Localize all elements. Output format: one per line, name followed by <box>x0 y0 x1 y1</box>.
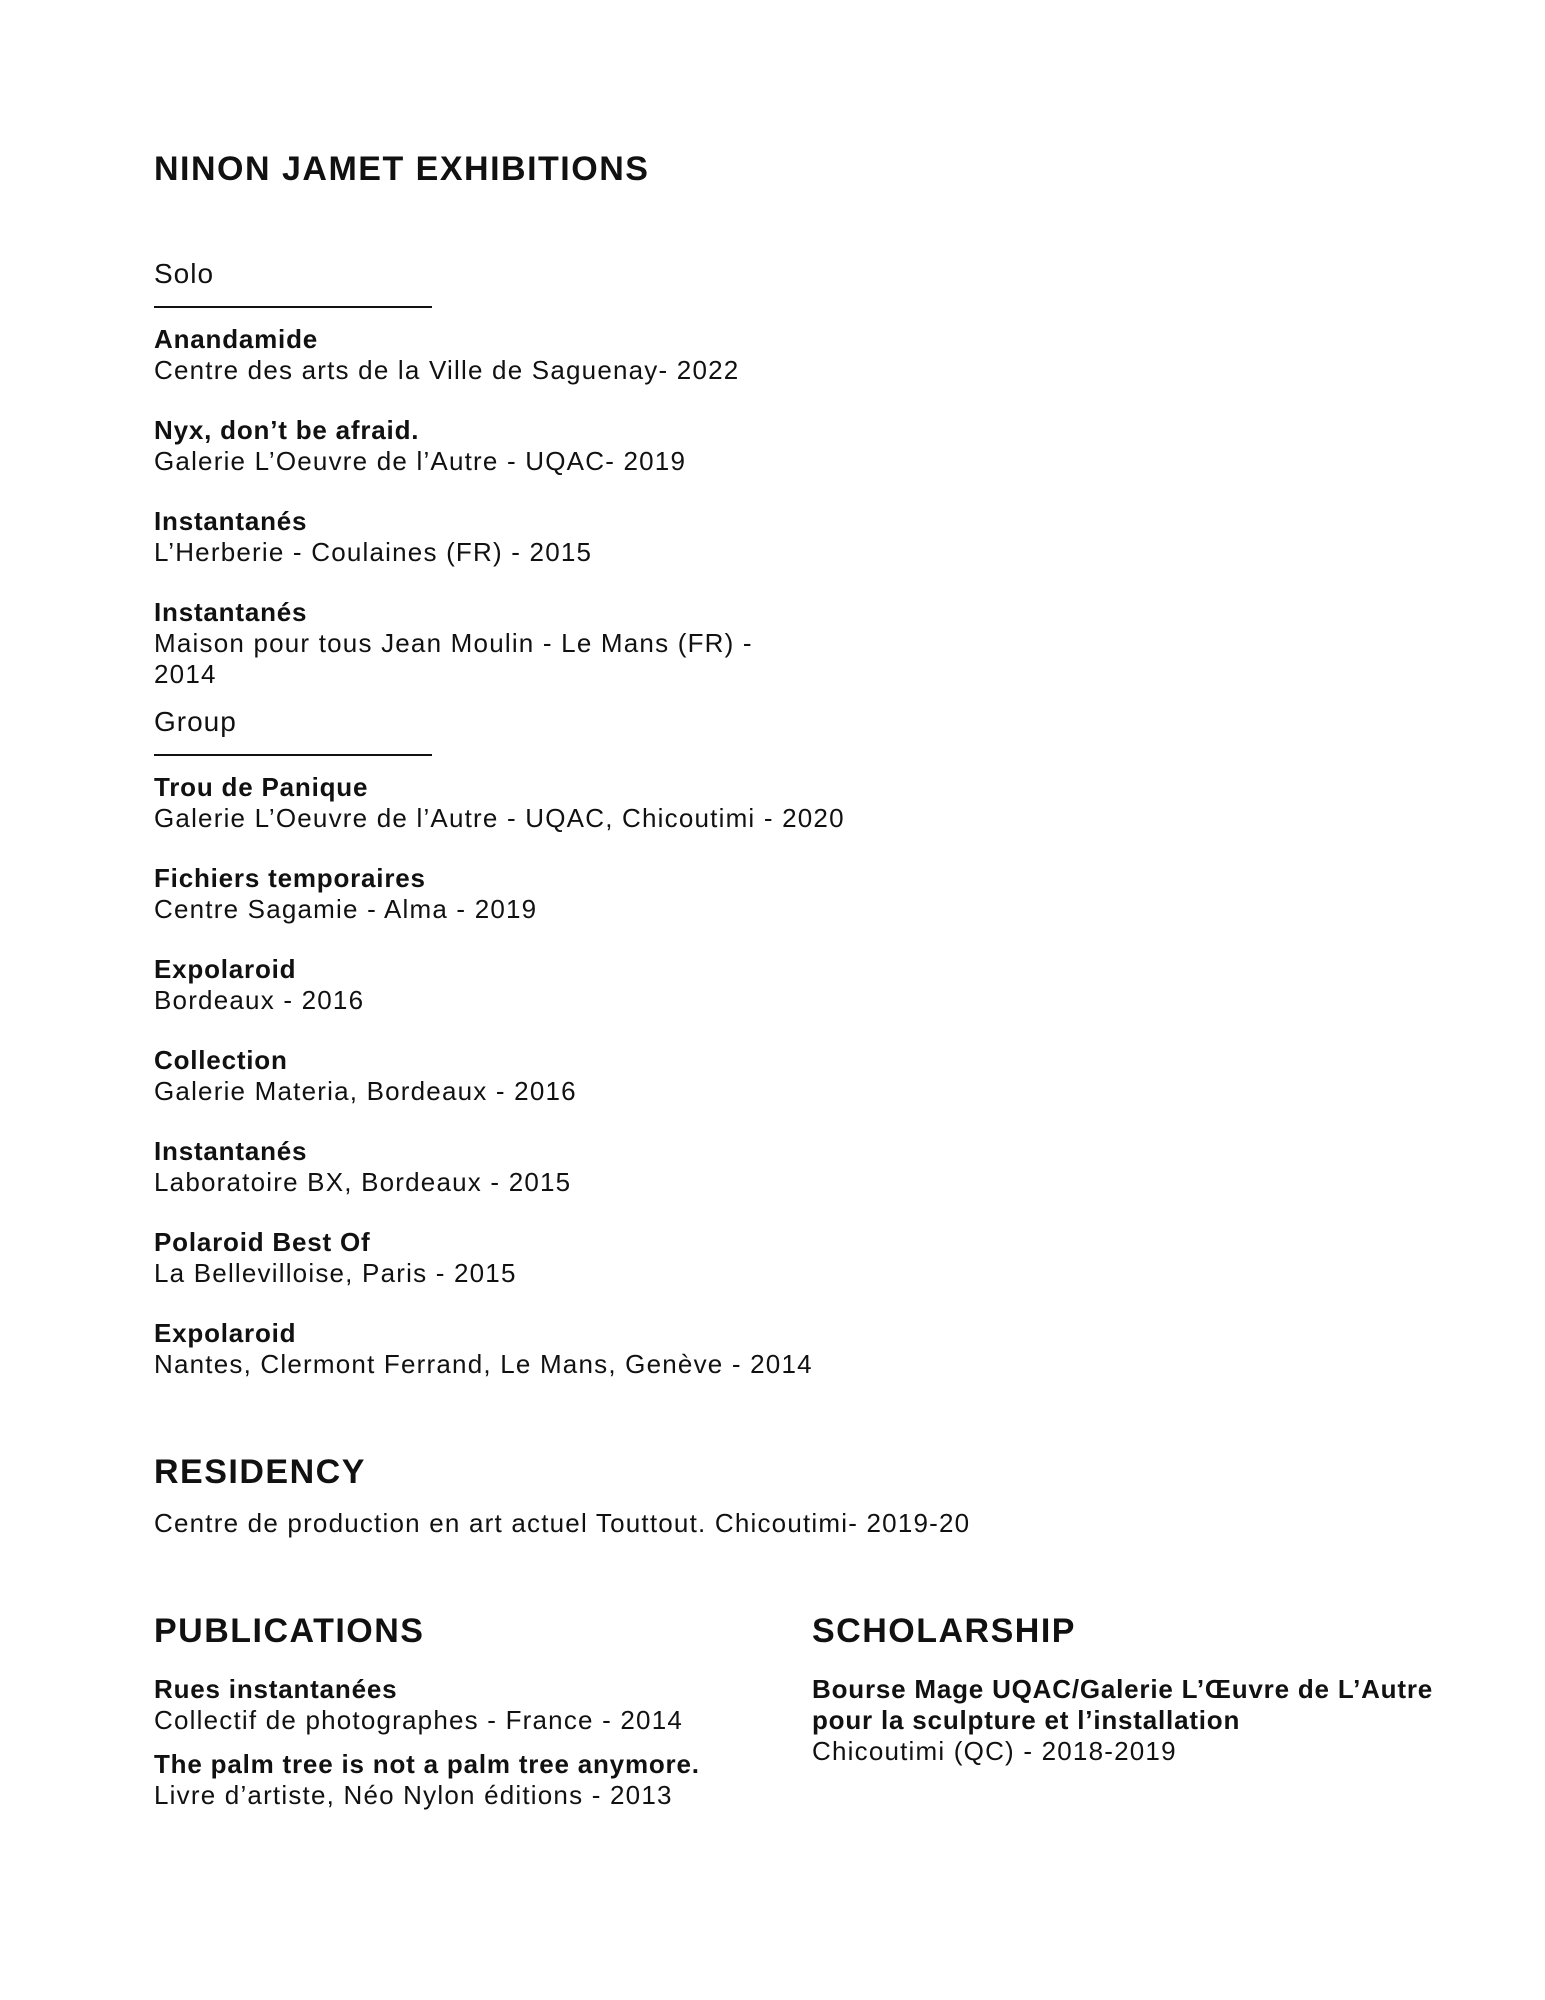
group-list <box>154 772 854 1380</box>
scholarship-title-line: Bourse Mage UQAC/Galerie L’Œuvre de L’Autre <box>812 1674 1433 1704</box>
list-item <box>154 506 754 568</box>
exhibition-title: Instantanés <box>154 506 308 536</box>
exhibition-detail: Galerie L’Oeuvre de l’Autre - UQAC, Chicoutimi - 2020 <box>154 803 845 833</box>
exhibition-title: Collection <box>154 1045 288 1075</box>
exhibition-title: Instantanés <box>154 1136 308 1166</box>
scholarship-section <box>812 1674 1492 1767</box>
group-divider <box>154 754 432 756</box>
list-item <box>154 863 854 925</box>
exhibition-detail: Centre des arts de la Ville de Saguenay- 2022 <box>154 355 740 385</box>
exhibition-title: Expolaroid <box>154 954 297 984</box>
publication-title: The palm tree is not a palm tree anymore. <box>154 1749 700 1779</box>
scholarship-heading: SCHOLARSHIP <box>812 1612 1076 1650</box>
solo-heading: Solo <box>154 258 215 289</box>
exhibition-detail: Nantes, Clermont Ferrand, Le Mans, Genève - 2014 <box>154 1349 813 1379</box>
list-item <box>154 1318 854 1380</box>
exhibition-detail: Centre Sagamie - Alma - 2019 <box>154 894 538 924</box>
group-section <box>154 708 854 1380</box>
exhibition-title: Anandamide <box>154 324 319 354</box>
solo-list <box>154 324 754 690</box>
list-item <box>154 954 854 1016</box>
exhibition-detail: Maison pour tous Jean Moulin - Le Mans (FR) - 2014 <box>154 628 753 689</box>
exhibition-title: Instantanés <box>154 597 308 627</box>
exhibition-detail: L’Herberie - Coulaines (FR) - 2015 <box>154 537 593 567</box>
publication-detail: Livre d’artiste, Néo Nylon éditions - 2013 <box>154 1780 673 1810</box>
solo-divider <box>154 306 432 308</box>
list-item <box>154 1045 854 1107</box>
publications-section <box>154 1674 774 1811</box>
list-item <box>154 772 854 834</box>
exhibition-detail: Galerie Materia, Bordeaux - 2016 <box>154 1076 577 1106</box>
exhibition-detail: La Bellevilloise, Paris - 2015 <box>154 1258 517 1288</box>
list-item <box>154 324 754 386</box>
list-item <box>154 597 754 690</box>
list-item <box>154 1136 854 1198</box>
exhibition-detail: Bordeaux - 2016 <box>154 985 365 1015</box>
group-heading: Group <box>154 706 237 737</box>
exhibition-title: Nyx, don’t be afraid. <box>154 415 420 445</box>
exhibition-title: Fichiers temporaires <box>154 863 426 893</box>
exhibition-title: Polaroid Best Of <box>154 1227 371 1257</box>
list-item <box>154 1674 774 1736</box>
scholarship-detail: Chicoutimi (QC) - 2018-2019 <box>812 1736 1177 1766</box>
list-item <box>154 415 754 477</box>
list-item <box>154 1227 854 1289</box>
page-title: NINON JAMET EXHIBITIONS <box>154 150 650 188</box>
publications-list <box>154 1674 774 1811</box>
list-item <box>154 1749 774 1811</box>
publication-title: Rues instantanées <box>154 1674 398 1704</box>
publications-heading: PUBLICATIONS <box>154 1612 425 1650</box>
residency-heading: RESIDENCY <box>154 1453 366 1491</box>
solo-section <box>154 260 754 690</box>
residency-text: Centre de production en art actuel Touttout. Chicoutimi- 2019-20 <box>154 1508 971 1538</box>
exhibition-title: Trou de Panique <box>154 772 369 802</box>
exhibition-detail: Galerie L’Oeuvre de l’Autre - UQAC- 2019 <box>154 446 687 476</box>
exhibition-detail: Laboratoire BX, Bordeaux - 2015 <box>154 1167 572 1197</box>
publication-detail: Collectif de photographes - France - 2014 <box>154 1705 684 1735</box>
scholarship-title-line: pour la sculpture et l’installation <box>812 1705 1241 1735</box>
exhibition-title: Expolaroid <box>154 1318 297 1348</box>
